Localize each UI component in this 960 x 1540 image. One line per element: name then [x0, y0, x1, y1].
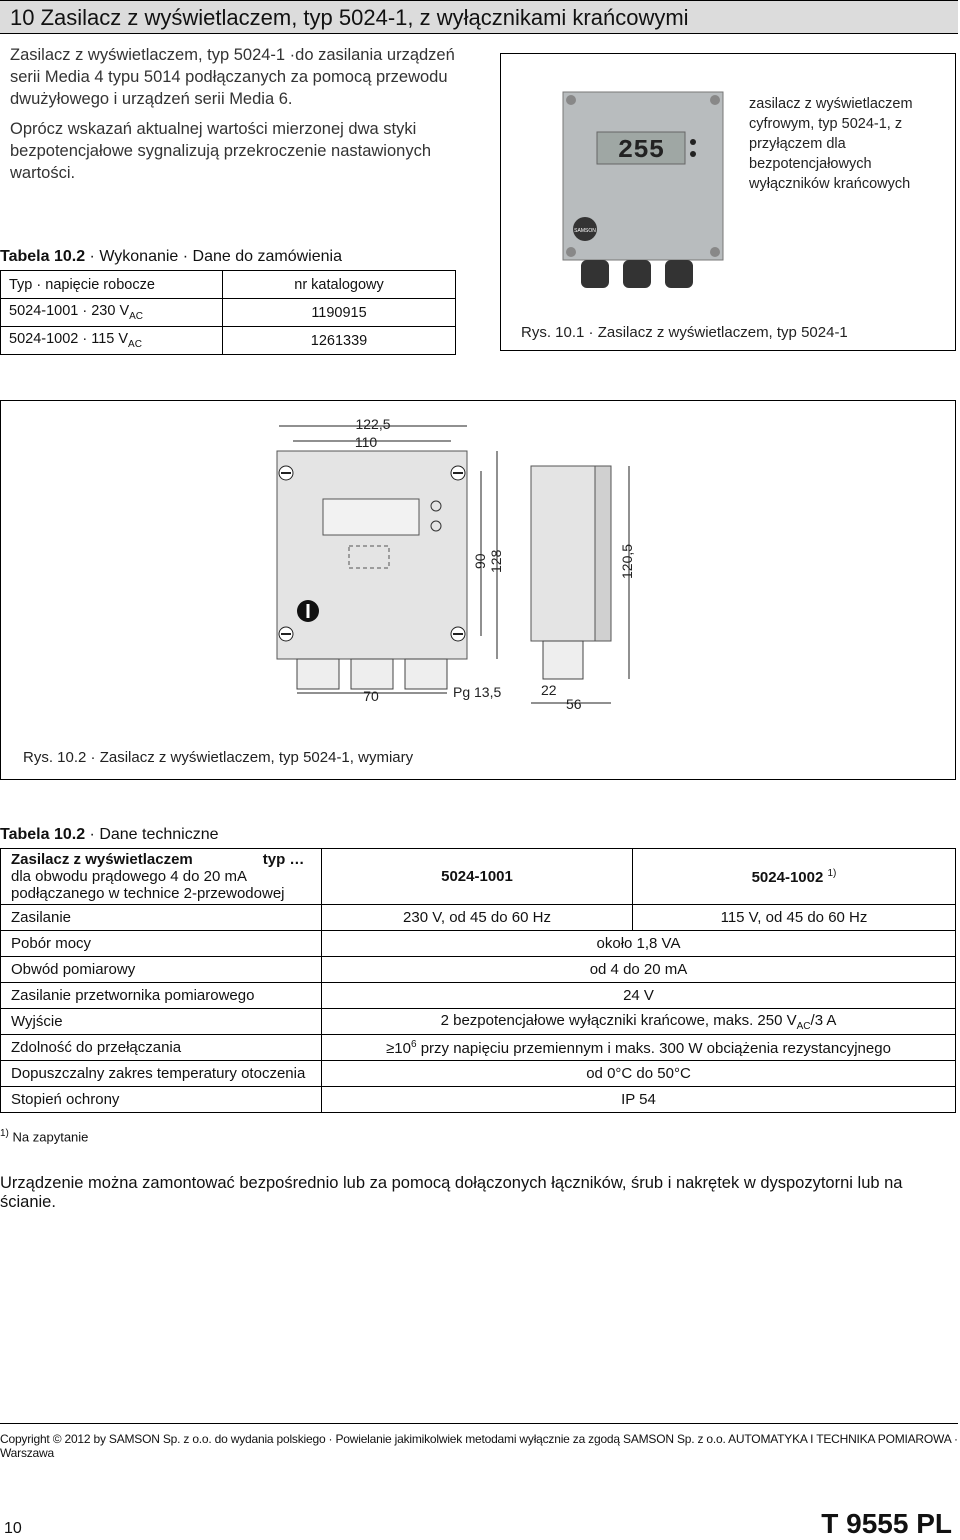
- dimension-drawing: [1, 401, 955, 741]
- document-code: T 9555 PL: [821, 1508, 952, 1539]
- mounting-note: Urządzenie można zamontować bezpośrednio lub za pomocą dołączonych łączników, śrub i nakrętek w dyspozytorni lub na ścianie.: [0, 1174, 903, 1211]
- page-title: 10 Zasilacz z wyświetlaczem, typ 5024-1, z wyłącznikami krańcowymi: [0, 0, 958, 34]
- table-row: Zasilanie 230 V, od 45 do 60 Hz 115 V, od 45 do 60 Hz: [1, 905, 956, 931]
- table-row: Wyjście 2 bezpotencjałowe wyłączniki krańcowe, maks. 250 $V_{AC}/3$ A: [1, 1009, 956, 1035]
- tech-table: [0, 848, 956, 1113]
- table-row: [1, 271, 456, 299]
- header-catalog: nr katalogowy: [223, 271, 456, 299]
- footnote: $^{1)}$ Na zapytanie: [0, 1128, 89, 1145]
- table-row: Dopuszczalny zakres temperatury otoczenia od 0°C do 50°C: [1, 1061, 956, 1087]
- device-photo: [551, 84, 751, 324]
- page-number: 10: [4, 1520, 22, 1537]
- intro-paragraph-1: Zasilacz z wyświetlaczem, typ 5024-1 ·do zasilania urządzeń serii Media 4 typu 5014 podłączanych za pomocą przewodu dwużyłowego i urządzeń serii Media 6.: [10, 46, 455, 108]
- intro-text: [10, 44, 480, 192]
- dim-width-inner: 110: [354, 434, 378, 450]
- table-row: [1, 849, 956, 905]
- dim-height-inner: 90: [472, 553, 488, 569]
- dim-gland-thread: Pg 13,5: [453, 684, 502, 700]
- figure-2: [0, 400, 956, 780]
- dim-height-total: 128: [488, 549, 504, 573]
- tech-table-caption: Tabela 10.2 · Dane techniczne: [0, 826, 219, 843]
- table-row: Pobór mocy około 1,8 VA: [1, 931, 956, 957]
- table-row: 5024-1002 · 115 $V_{AC}$ 1261339: [1, 327, 456, 355]
- dim-gland-spacing: 70: [363, 688, 379, 704]
- footer-divider: [0, 1423, 958, 1424]
- figure-2-label: Rys. 10.2 · Zasilacz z wyświetlaczem, typ 5024-1, wymiary: [23, 749, 414, 766]
- dim-side-2: 56: [566, 696, 582, 712]
- order-table: [0, 270, 456, 355]
- display-value: 255: [617, 135, 665, 165]
- brand-logo: SAMSON: [574, 228, 596, 234]
- figure-1-caption: zasilacz z wyświetlaczem cyfrowym, typ 5024-1, z przyłączem dla bezpotencjałowych wyłączników krańcowych: [749, 96, 913, 192]
- table-row: Stopień ochrony IP 54: [1, 1087, 956, 1113]
- table-row: Zdolność do przełączania $\ge 10^6$ przy napięciu przemiennym i maks. 300 W obciążenia rezystancyjnego: [1, 1035, 956, 1061]
- table-row: Obwód pomiarowy od 4 do 20 mA: [1, 957, 956, 983]
- tech-header-label: Zasilacz z wyświetlaczem typ … dla obwodu prądowego 4 do 20 mA podłączanego w technice 2-przewodowej: [1, 849, 322, 905]
- dim-depth: 120,5: [619, 543, 635, 579]
- figure-1-label: Rys. 10.1 · Zasilacz z wyświetlaczem, typ 5024-1: [521, 324, 848, 341]
- dim-width-total: 122,5: [355, 416, 391, 432]
- dim-side-1: 22: [541, 682, 557, 698]
- copyright: Copyright © 2012 by SAMSON Sp. z o.o. do wydania polskiego · Powielanie jakimikolwiek metodami wyłącznie za zgodą SAMSON Sp. z o.o. AUTOMATYKA I TECHNIKA POMIAROWA · Warszawa: [0, 1432, 958, 1460]
- figure-1: [500, 53, 956, 351]
- header-type: Typ · napięcie robocze: [1, 271, 223, 299]
- intro-paragraph-2: Oprócz wskazań aktualnej wartości mierzonej dwa styki bezpotencjałowe sygnalizują przekroczenie nastawionych wartości.: [10, 120, 431, 182]
- table-row: 5024-1001 · 230 $V_{AC}$ 1190915: [1, 299, 456, 327]
- order-table-caption: Tabela 10.2 · Wykonanie · Dane do zamówienia: [0, 248, 342, 265]
- table-row: Zasilanie przetwornika pomiarowego 24 V: [1, 983, 956, 1009]
- tech-header-col1: 5024-1001: [322, 849, 633, 905]
- tech-header-col2: 5024-1002 $^{1)}$: [633, 849, 956, 905]
